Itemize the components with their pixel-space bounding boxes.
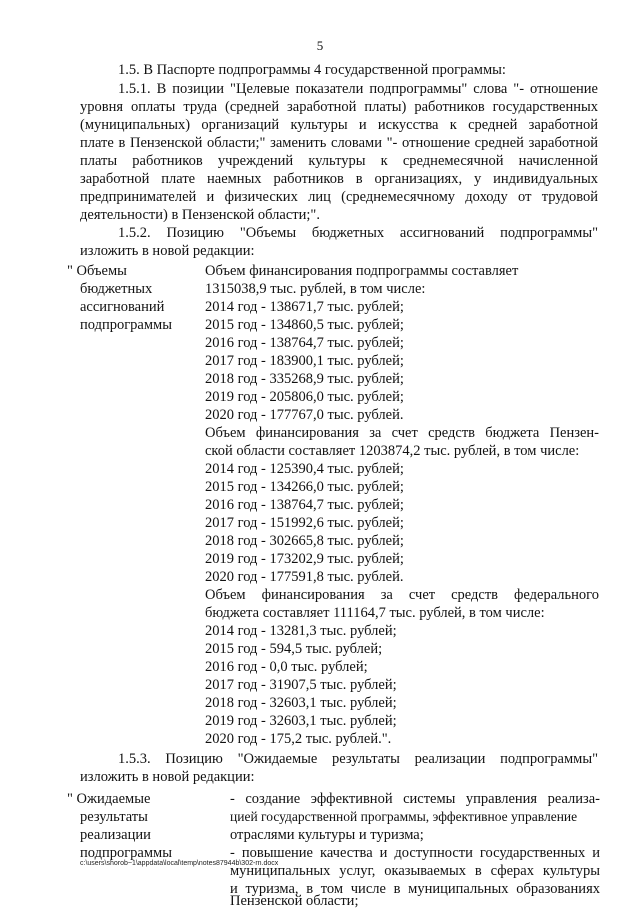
paragraph-1-5-1-line: (муниципальных) организаций культуры и искусства к средней заработной bbox=[80, 117, 598, 133]
paragraph-1-5-1-line: предпринимателей и физических лиц (среднемесячному доходу от трудовой bbox=[80, 189, 598, 205]
budget-body-line: 2019 год - 205806,0 тыс. рублей; bbox=[205, 389, 404, 405]
results-label-line: результаты bbox=[80, 809, 148, 825]
results-label-line: подпрограммы bbox=[80, 845, 172, 861]
results-body-line: - создание эффективной системы управления реализа- bbox=[230, 791, 600, 807]
results-body-line: муниципальных услуг, оказываемых в сферах культуры bbox=[230, 863, 600, 879]
budget-body-line: 2015 год - 134266,0 тыс. рублей; bbox=[205, 479, 404, 495]
budget-body-line: 2016 год - 138764,7 тыс. рублей; bbox=[205, 497, 404, 513]
budget-body-line: 2015 год - 134860,5 тыс. рублей; bbox=[205, 317, 404, 333]
budget-body-line: Объем финансирования подпрограммы составляет bbox=[205, 263, 519, 279]
budget-body-line: 2018 год - 302665,8 тыс. рублей; bbox=[205, 533, 404, 549]
section-heading-1-5: 1.5. В Паспорте подпрограммы 4 государственной программы: bbox=[118, 62, 506, 78]
budget-body-line: 2020 год - 175,2 тыс. рублей.". bbox=[205, 731, 392, 747]
budget-body-line: 1315038,9 тыс. рублей, в том числе: bbox=[205, 281, 426, 297]
budget-body-line: 2017 год - 151992,6 тыс. рублей; bbox=[205, 515, 404, 531]
budget-body-line: 2015 год - 594,5 тыс. рублей; bbox=[205, 641, 383, 657]
paragraph-1-5-1-line: плате в Пензенской области;" заменить словами "- отношение средней заработной bbox=[80, 135, 598, 151]
paragraph-1-5-2-line: изложить в новой редакции: bbox=[80, 243, 255, 259]
budget-body-line: 2014 год - 138671,7 тыс. рублей; bbox=[205, 299, 404, 315]
paragraph-1-5-3-line: изложить в новой редакции: bbox=[80, 769, 255, 785]
budget-label-line: подпрограммы bbox=[80, 317, 172, 333]
paragraph-1-5-1-line: деятельности) в Пензенской области;". bbox=[80, 207, 320, 223]
results-label-line: реализации bbox=[80, 827, 151, 843]
results-body-line: цией государственной программы, эффективное управление bbox=[230, 809, 578, 824]
paragraph-1-5-1-line: платы работников учреждений культуры к среднемесячной начисленной bbox=[80, 153, 598, 169]
file-path-footer: c:\users\shorob~1\appdata\local\temp\notes87944b\302-rn.docx bbox=[80, 860, 279, 867]
budget-body-line: 2016 год - 138764,7 тыс. рублей; bbox=[205, 335, 404, 351]
budget-body-line: Объем финансирования за счет средств федерального bbox=[205, 587, 599, 603]
budget-body-line: 2017 год - 31907,5 тыс. рублей; bbox=[205, 677, 397, 693]
budget-body-line: 2018 год - 335268,9 тыс. рублей; bbox=[205, 371, 404, 387]
budget-body-line: 2020 год - 177591,8 тыс. рублей. bbox=[205, 569, 404, 585]
budget-body-line: 2018 год - 32603,1 тыс. рублей; bbox=[205, 695, 397, 711]
results-body-line: и туризма, в том числе в муниципальных образованиях bbox=[230, 881, 600, 897]
budget-body-line: 2020 год - 177767,0 тыс. рублей. bbox=[205, 407, 404, 423]
budget-label-line: " Объемы bbox=[67, 263, 127, 279]
budget-body-line: Объем финансирования за счет средств бюджета Пензен- bbox=[205, 425, 599, 441]
budget-body-line: 2016 год - 0,0 тыс. рублей; bbox=[205, 659, 368, 675]
budget-body-line: 2019 год - 32603,1 тыс. рублей; bbox=[205, 713, 397, 729]
paragraph-1-5-1-line: заработной плате наемных работников в организациях, у индивидуальных bbox=[80, 171, 598, 187]
budget-body-line: 2019 год - 173202,9 тыс. рублей; bbox=[205, 551, 404, 567]
budget-label-line: ассигнований bbox=[80, 299, 165, 315]
paragraph-1-5-3-line: 1.5.3. Позицию "Ожидаемые результаты реализации подпрограммы" bbox=[118, 751, 598, 767]
page-number: 5 bbox=[316, 38, 324, 53]
results-body-line: - повышение качества и доступности государственных и bbox=[230, 845, 600, 861]
budget-body-line: 2014 год - 125390,4 тыс. рублей; bbox=[205, 461, 404, 477]
paragraph-1-5-1-line: 1.5.1. В позиции "Целевые показатели подпрограммы" слова "- отношение bbox=[118, 81, 598, 97]
budget-body-line: 2017 год - 183900,1 тыс. рублей; bbox=[205, 353, 404, 369]
budget-body-line: ской области составляет 1203874,2 тыс. рублей, в том числе: bbox=[205, 443, 580, 459]
budget-body-line: 2014 год - 13281,3 тыс. рублей; bbox=[205, 623, 397, 639]
paragraph-1-5-1-line: уровня оплаты труда (средней заработной платы) работников государственных bbox=[80, 99, 598, 115]
results-label-line: " Ожидаемые bbox=[67, 791, 151, 807]
budget-label-line: бюджетных bbox=[80, 281, 153, 297]
budget-body-line: бюджета составляет 111164,7 тыс. рублей, в том числе: bbox=[205, 605, 545, 621]
results-body-line: Пензенской области; bbox=[230, 893, 359, 909]
paragraph-1-5-2-line: 1.5.2. Позицию "Объемы бюджетных ассигнований подпрограммы" bbox=[118, 225, 598, 241]
results-body-line: отраслями культуры и туризма; bbox=[230, 827, 424, 843]
